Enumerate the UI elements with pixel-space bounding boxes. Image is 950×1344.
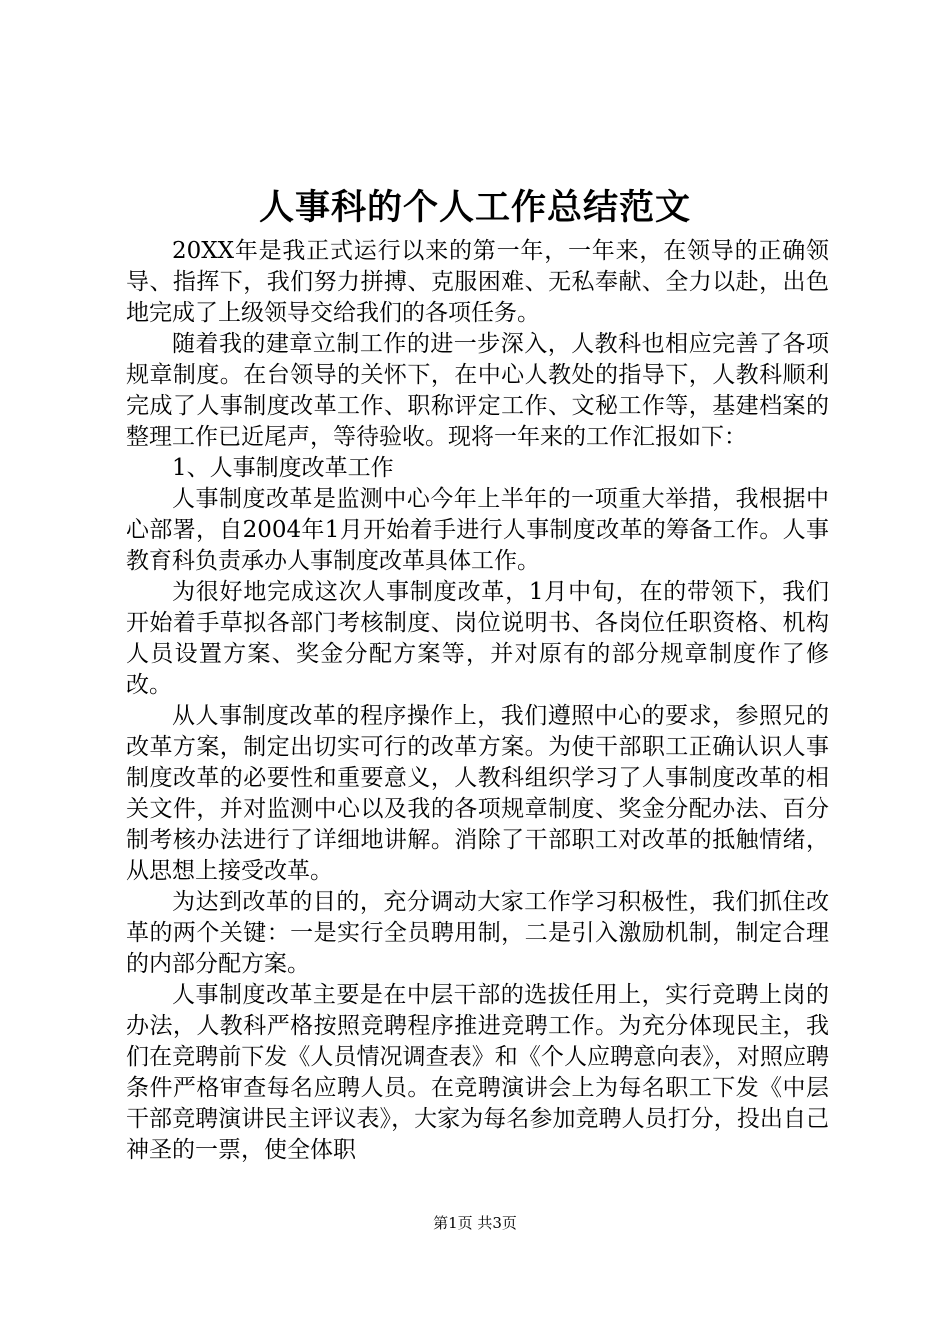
- document-title: 人事科的个人工作总结范文: [258, 187, 691, 228]
- section-heading-reform: 1、人事制度改革工作: [172, 455, 394, 481]
- paragraph-reform-procedure: 从人事制度改革的程序操作上，我们遵照中心的要求，参照兄的改革方案，制定出切实可行的改革方案。为使干部职工正确认识人事制度改革的必要性和重要意义，人教科组织学习了人事制度改革的相关文件，并对监测中心以及我的各项规章制度、奖金分配办法、百分制考核办法进行了详细地讲解。消除了干部职工对改革的抵触情绪，从思想上接受改革。: [126, 703, 829, 884]
- paragraph-reform-background: 人事制度改革是监测中心今年上半年的一项重大举措，我根据中心部署，自2004年1月开始着手进行人事制度改革的筹备工作。人事教育科负责承办人事制度改革具体工作。: [126, 486, 829, 574]
- paragraph-overview: 随着我的建章立制工作的进一步深入，人教科也相应完善了各项规章制度。在台领导的关怀下，在中心人教处的指导下，人教科顺利完成了人事制度改革工作、职称评定工作、文秘工作等，基建档案的整理工作已近尾声，等待验收。现将一年来的工作汇报如下：: [126, 331, 829, 450]
- paragraph-reform-goals: 为达到改革的目的，充分调动大家工作学习积极性，我们抓住改革的两个关键：一是实行全员聘用制，二是引入激励机制，制定合理的内部分配方案。: [126, 889, 829, 977]
- paragraph-intro: 20XX年是我正式运行以来的第一年，一年来，在领导的正确领导、指挥下，我们努力拼搏、克服困难、无私奉献、全力以赴，出色地完成了上级领导交给我们的各项任务。: [126, 238, 829, 326]
- document-body: [126, 236, 829, 1166]
- page-number-footer: 第1页 共3页: [433, 1214, 517, 1232]
- paragraph-reform-competition: 人事制度改革主要是在中层干部的选拔任用上，实行竞聘上岗的办法，人教科严格按照竞聘程序推进竞聘工作。为充分体现民主，我们在竞聘前下发《人员情况调查表》和《个人应聘意向表》，对照应聘条件严格审查每名应聘人员。在竞聘演讲会上为每名职工下发《中层干部竞聘演讲民主评议表》，大家为每名参加竞聘人员打分，投出自己神圣的一票，使全体职: [126, 982, 829, 1163]
- paragraph-reform-drafting: 为很好地完成这次人事制度改革，1月中旬，在的带领下，我们开始着手草拟各部门考核制度、岗位说明书、各岗位任职资格、机构人员设置方案、奖金分配方案等，并对原有的部分规章制度作了修改。: [126, 579, 829, 698]
